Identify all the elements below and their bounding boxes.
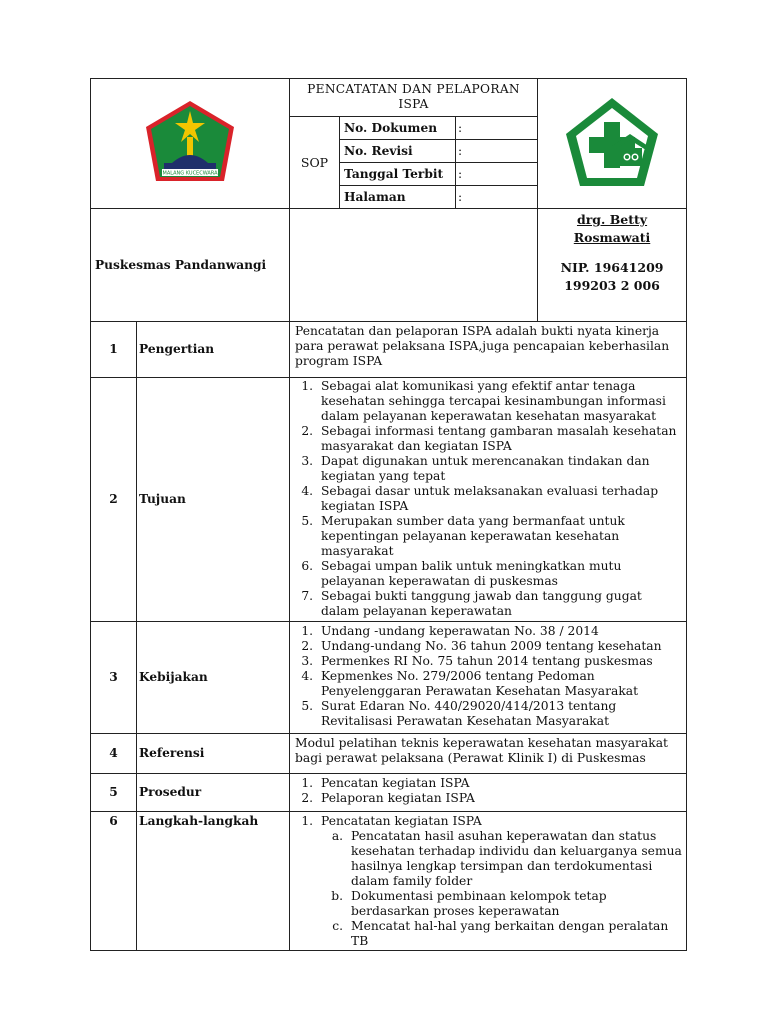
section-number-2: 2 xyxy=(91,378,137,622)
kebijakan-list xyxy=(295,624,682,729)
meta-key-no-revisi: No. Revisi xyxy=(340,140,456,163)
list-item: 1. Sebagai alat komunikasi yang efektif antar tenaga kesehatan sehingga tercapai kesinambungan informasi dalam pelayanan keperawatan kesehatan masyarakat xyxy=(317,379,682,424)
left-logo-cell xyxy=(91,79,290,209)
section-number-3: 3 xyxy=(91,622,137,734)
list-item: 6. Sebagai umpan balik untuk meningkatkan mutu pelayanan keperawatan di puskesmas xyxy=(317,559,682,589)
langkah-sublist xyxy=(321,829,682,949)
list-item: 4. Kepmenkes No. 279/2006 tentang Pedoman Penyelenggaran Perawatan Kesehatan Masyarakat xyxy=(317,669,682,699)
section-text-pengertian: Pencatatan dan pelaporan ISPA adalah bukti nyata kinerja para perawat pelaksana ISPA,juga pencapaian keberhasilan program ISPA xyxy=(290,322,687,378)
section-label-kebijakan: Kebijakan xyxy=(137,622,290,734)
list-item: 5. Surat Edaran No. 440/29020/414/2013 tentang Revitalisasi Perawatan Kesehatan Masyarakat xyxy=(317,699,682,729)
sop-table xyxy=(90,78,687,951)
list-item: 1. Undang -undang keperawatan No. 38 / 2014 xyxy=(317,624,682,639)
section-number-6: 6 xyxy=(91,812,137,951)
section-text-referensi: Modul pelatihan teknis keperawatan kesehatan masyarakat bagi perawat pelaksana (Perawat Klinik I) di Puskesmas xyxy=(290,734,687,774)
document-title: PENCATATAN DAN PELAPORAN ISPA xyxy=(290,79,538,117)
list-item xyxy=(317,814,682,949)
list-item: 3. Dapat digunakan untuk merencanakan tindakan dan kegiatan yang tepat xyxy=(317,454,682,484)
signatory-nip-line2: 199203 2 006 xyxy=(564,278,660,293)
puskesmas-logo xyxy=(560,94,664,190)
meta-key-halaman: Halaman xyxy=(340,186,456,209)
section-content-langkah xyxy=(290,812,687,951)
meta-value-no-revisi: : xyxy=(456,140,538,163)
list-item: c. Mencatat hal-hal yang berkaitan dengan peralatan TB xyxy=(347,919,682,949)
prosedur-list xyxy=(295,776,682,806)
malang-kucecwara-logo xyxy=(140,97,240,187)
meta-value-no-dokumen: : xyxy=(456,117,538,140)
list-item: 1. Pencatan kegiatan ISPA xyxy=(317,776,682,791)
signatory-block xyxy=(538,209,687,322)
section-content-tujuan xyxy=(290,378,687,622)
list-item: 2. Undang-undang No. 36 tahun 2009 tentang kesehatan xyxy=(317,639,682,654)
section-label-pengertian: Pengertian xyxy=(137,322,290,378)
list-item: b. Dokumentasi pembinaan kelompok tetap berdasarkan proses keperawatan xyxy=(347,889,682,919)
blank-signature-cell xyxy=(290,209,538,322)
section-number-1: 1 xyxy=(91,322,137,378)
langkah-list xyxy=(295,814,682,949)
section-label-prosedur: Prosedur xyxy=(137,774,290,812)
organization-name: Puskesmas Pandanwangi xyxy=(91,209,290,322)
section-label-tujuan: Tujuan xyxy=(137,378,290,622)
section-number-4: 4 xyxy=(91,734,137,774)
signatory-nip-line1: NIP. 19641209 xyxy=(560,260,664,275)
section-content-kebijakan xyxy=(290,622,687,734)
list-item: 2. Pelaporan kegiatan ISPA xyxy=(317,791,682,806)
list-item: 2. Sebagai informasi tentang gambaran masalah kesehatan masyarakat dan kegiatan ISPA xyxy=(317,424,682,454)
section-content-prosedur xyxy=(290,774,687,812)
langkah-item-label: Pencatatan kegiatan ISPA xyxy=(321,814,482,828)
list-item: 7. Sebagai bukti tanggung jawab dan tanggung gugat dalam pelayanan keperawatan xyxy=(317,589,682,619)
list-item: 4. Sebagai dasar untuk melaksanakan evaluasi terhadap kegiatan ISPA xyxy=(317,484,682,514)
meta-key-no-dokumen: No. Dokumen xyxy=(340,117,456,140)
list-item: a. Pencatatan hasil asuhan keperawatan dan status kesehatan terhadap individu dan keluarganya semua hasilnya lengkap tersimpan dan terdokumentasi dalam family folder xyxy=(347,829,682,889)
list-item: 5. Merupakan sumber data yang bermanfaat untuk kepentingan pelayanan keperawatan kesehatan masyarakat xyxy=(317,514,682,559)
section-label-langkah: Langkah-langkah xyxy=(137,812,290,951)
sop-label: SOP xyxy=(290,117,340,209)
meta-key-tanggal-terbit: Tanggal Terbit xyxy=(340,163,456,186)
meta-value-halaman: : xyxy=(456,186,538,209)
sop-document xyxy=(90,78,686,951)
meta-value-tanggal-terbit: : xyxy=(456,163,538,186)
section-number-5: 5 xyxy=(91,774,137,812)
list-item: 3. Permenkes RI No. 75 tahun 2014 tentang puskesmas xyxy=(317,654,682,669)
logo-caption: MALANG KUCECWARA xyxy=(162,170,218,176)
section-label-referensi: Referensi xyxy=(137,734,290,774)
tujuan-list xyxy=(295,379,682,619)
signatory-name-line1: drg. Betty xyxy=(576,212,648,227)
signatory-name-line2: Rosmawati xyxy=(573,230,651,245)
right-logo-cell xyxy=(538,79,687,209)
